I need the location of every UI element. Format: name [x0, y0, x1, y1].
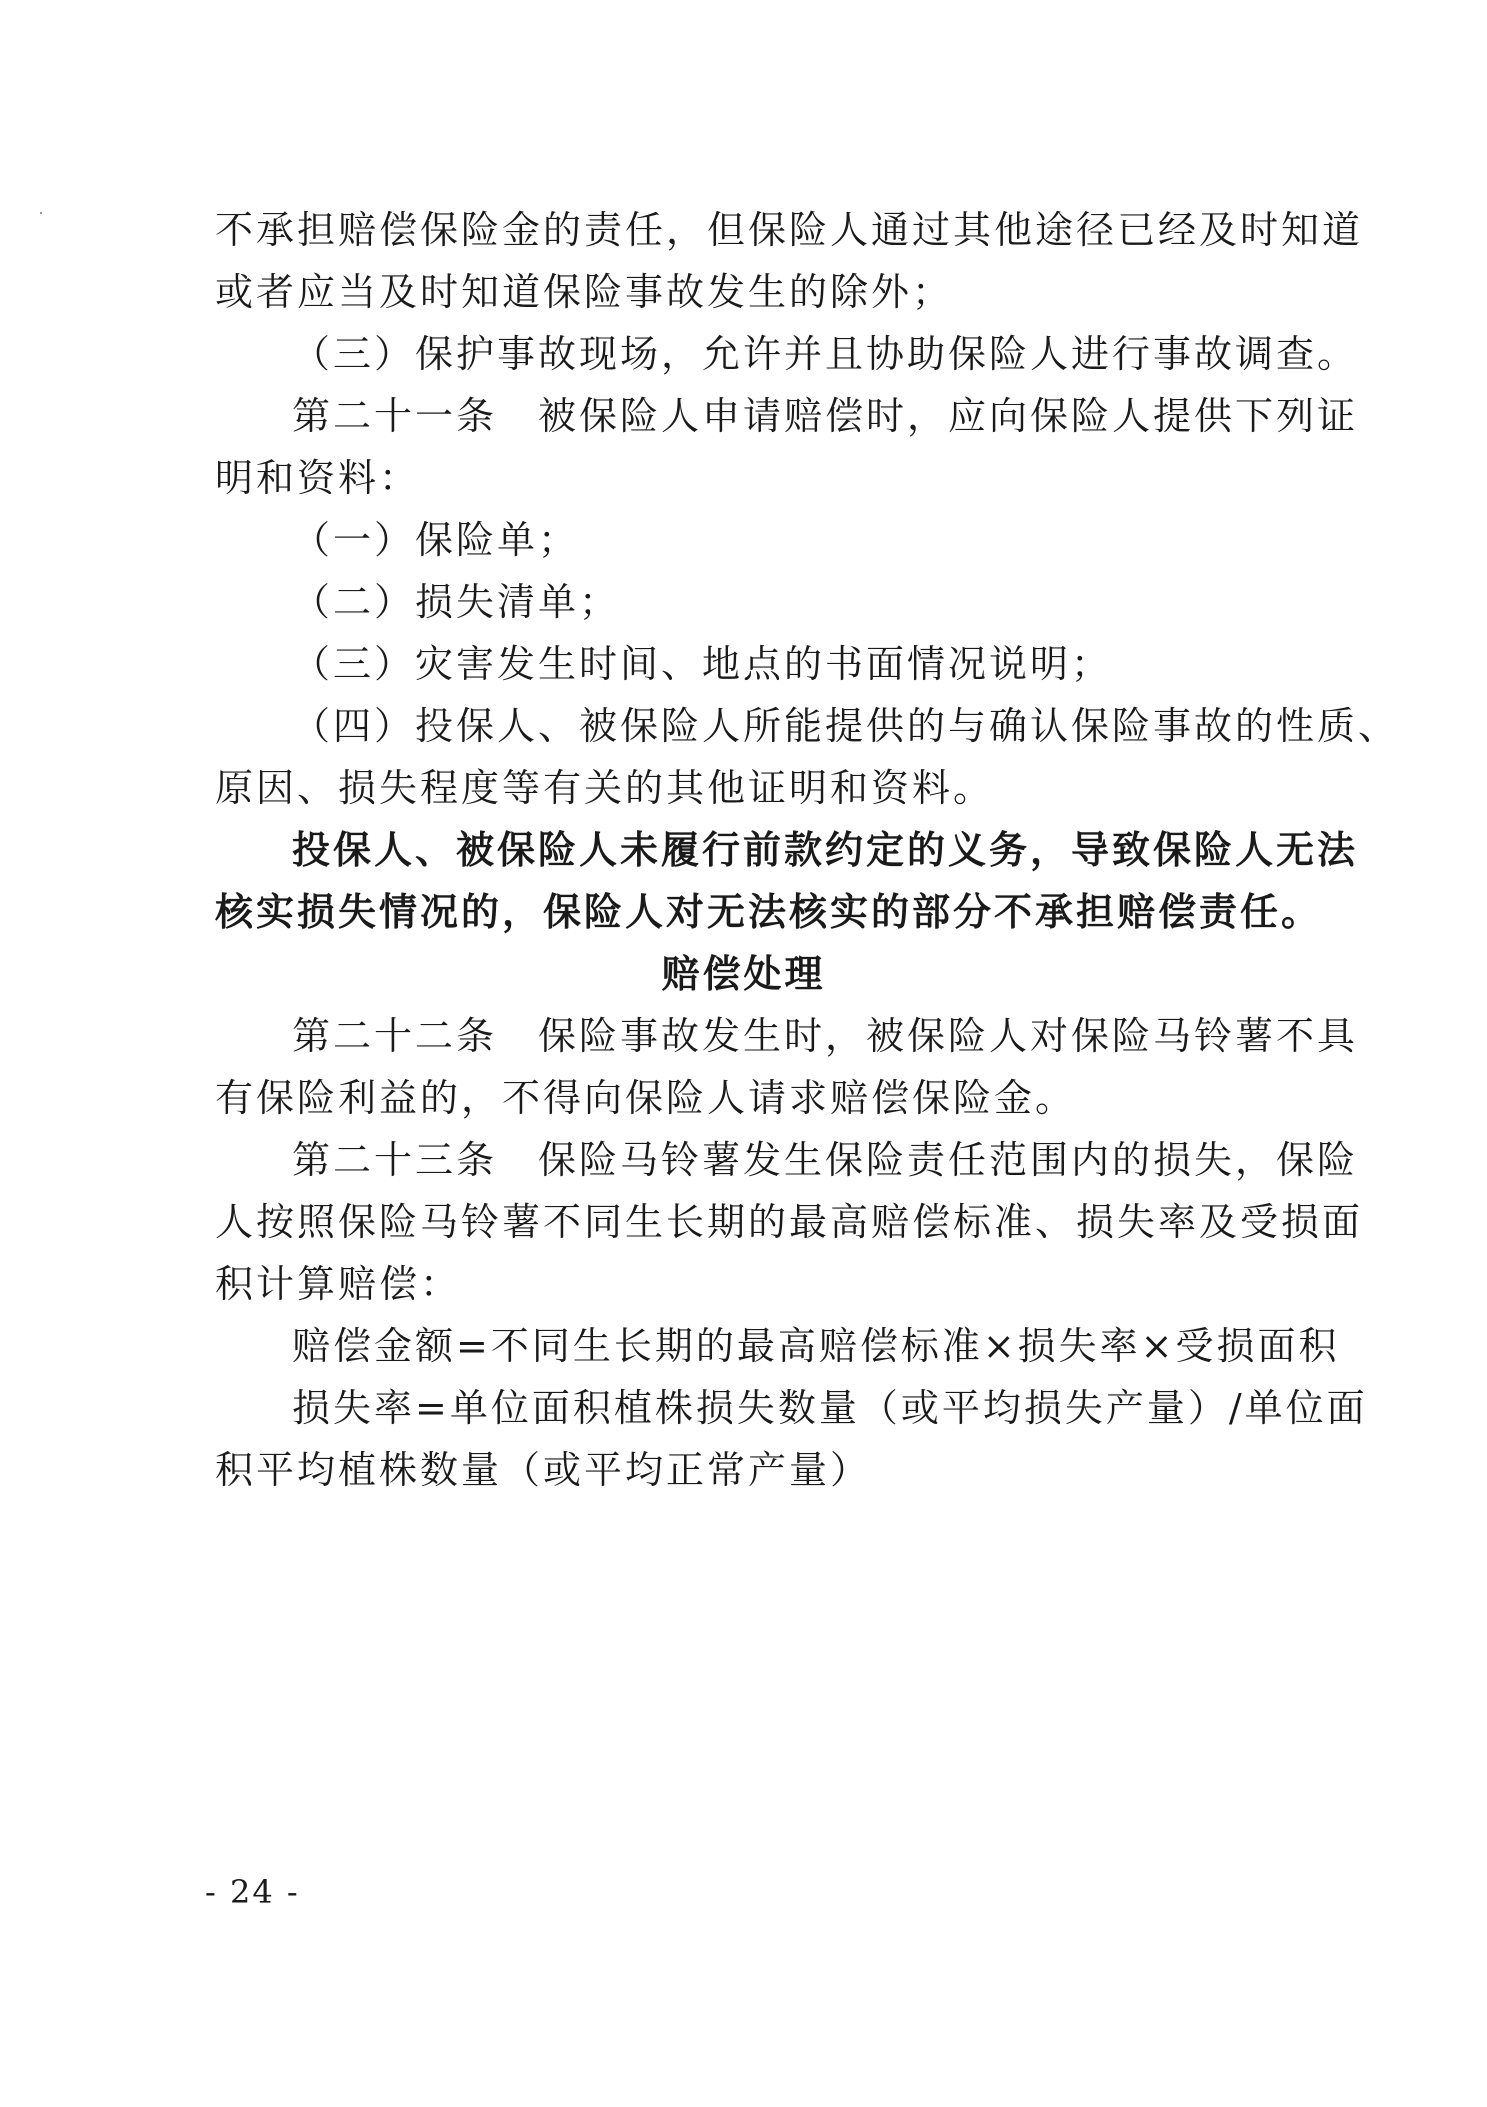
article-22-line: 第二十二条 保险事故发生时，被保险人对保险马铃薯不具 — [292, 1014, 1359, 1058]
bold-text-line: 投保人、被保险人未履行前款约定的义务，导致保险人无法 — [292, 827, 1359, 872]
scan-speck — [40, 212, 42, 214]
text-line: （三）保护事故现场，允许并且协助保险人进行事故调查。 — [292, 332, 1359, 376]
text-line: 明和资料： — [215, 456, 421, 500]
list-item: （三）灾害发生时间、地点的书面情况说明； — [292, 642, 1113, 686]
text-line: 有保险利益的，不得向保险人请求赔偿保险金。 — [215, 1076, 1077, 1120]
page-number: - 24 - — [205, 1873, 300, 1911]
text-line: 积计算赔偿： — [215, 1262, 462, 1306]
formula-line: 积平均植株数量（或平均正常产量） — [215, 1448, 872, 1492]
text-line: 人按照保险马铃薯不同生长期的最高赔偿标准、损失率及受损面 — [215, 1200, 1364, 1244]
list-item: （一）保险单； — [292, 518, 580, 562]
text-line: 原因、损失程度等有关的其他证明和资料。 — [215, 766, 995, 810]
list-item: （四）投保人、被保险人所能提供的与确认保险事故的性质、 — [292, 704, 1400, 748]
section-heading: 赔偿处理 — [661, 951, 826, 996]
text-line: 不承担赔偿保险金的责任，但保险人通过其他途径已经及时知道 — [215, 208, 1364, 252]
bold-text-line: 核实损失情况的，保险人对无法核实的部分不承担赔偿责任。 — [215, 889, 1323, 934]
list-item: （二）损失清单； — [292, 580, 621, 624]
text-line: 或者应当及时知道保险事故发生的除外； — [215, 270, 954, 314]
formula-line: 损失率=单位面积植株损失数量（或平均损失产量）/单位面 — [292, 1386, 1368, 1430]
formula-line: 赔偿金额=不同生长期的最高赔偿标准×损失率×受损面积 — [292, 1324, 1340, 1368]
article-21-line: 第二十一条 被保险人申请赔偿时，应向保险人提供下列证 — [292, 394, 1359, 438]
article-23-line: 第二十三条 保险马铃薯发生保险责任范围内的损失，保险 — [292, 1138, 1359, 1182]
